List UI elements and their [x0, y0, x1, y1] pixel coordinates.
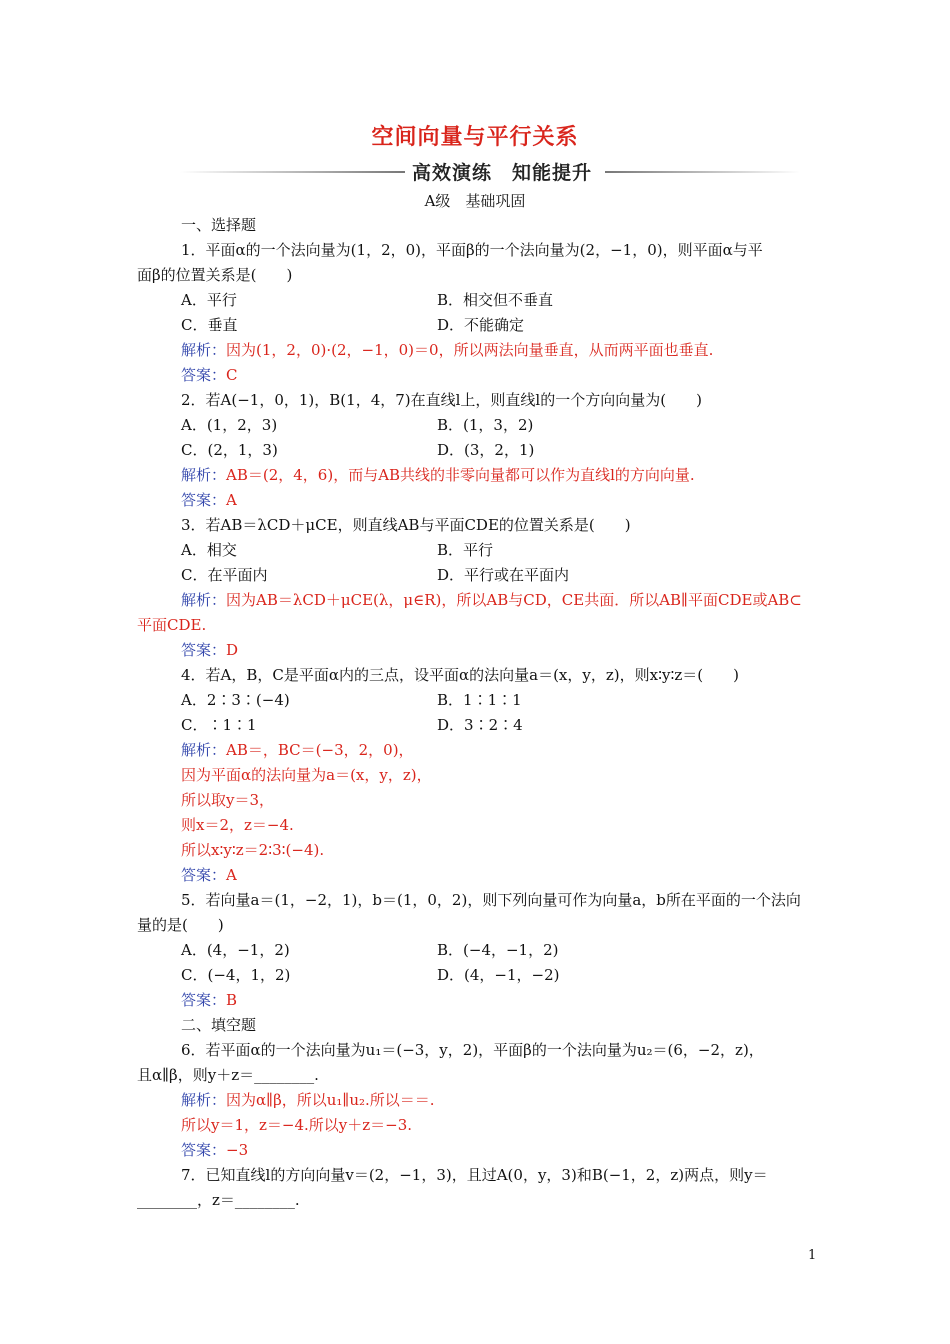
line-text: A	[226, 491, 237, 509]
line-text: 因为(1，2，0)·(2，−1，0)＝0，所以两法向量垂直，从而两平面也垂直.	[226, 341, 714, 359]
option-b: B．1∶1∶1	[437, 691, 522, 709]
line-text: 3．若AB＝λCD＋μCE，则直线AB与平面CDE的位置关系是( )	[181, 516, 631, 534]
option-row	[137, 288, 817, 313]
text-line	[137, 513, 817, 538]
text-line	[137, 838, 817, 863]
banner-rule-right	[605, 171, 800, 173]
option-row	[137, 413, 817, 438]
line-text: 1．平面α的一个法向量为(1，2，0)，平面β的一个法向量为(2，−1，0)，则平面α与平	[181, 241, 763, 259]
option-a: A．(1，2，3)	[181, 416, 278, 434]
option-row	[137, 313, 817, 338]
text-line	[137, 238, 817, 263]
page-number: 1	[808, 1248, 817, 1263]
text-line	[137, 213, 817, 238]
question-content	[137, 213, 817, 1213]
option-b: D．(3，2，1)	[437, 441, 535, 459]
solution-label: 答案：	[181, 866, 227, 884]
line-text: B	[226, 991, 238, 1009]
text-line	[137, 1038, 817, 1063]
option-row	[137, 963, 817, 988]
line-text: ________，z＝________.	[137, 1191, 300, 1209]
line-text: 因为平面α的法向量为a＝(x，y，z)，	[181, 766, 432, 784]
option-a: C．∶1∶1	[181, 716, 257, 734]
line-text: 则x＝2，z＝−4.	[181, 816, 294, 834]
solution-label: 解析：	[181, 1091, 227, 1109]
text-line	[137, 388, 817, 413]
line-text: A	[226, 866, 237, 884]
option-b: D．不能确定	[437, 316, 525, 334]
text-line	[137, 663, 817, 688]
text-line	[137, 813, 817, 838]
option-row	[137, 563, 817, 588]
option-a: C．(2，1，3)	[181, 441, 278, 459]
option-a: A．相交	[181, 541, 237, 559]
section-banner	[180, 158, 800, 186]
line-text: 7．已知直线l的方向向量v＝(2，−1，3)，且过A(0，y，3)和B(−1，2，z)两点，则y＝	[181, 1166, 768, 1184]
line-text: 且α∥β，则y＋z＝________.	[137, 1066, 319, 1084]
option-a: C．在平面内	[181, 566, 268, 584]
line-text: 平面CDE.	[137, 616, 207, 634]
option-a: A．2∶3∶(−4)	[181, 691, 290, 709]
option-row	[137, 938, 817, 963]
solution-line	[137, 488, 817, 513]
option-a: A．(4，−1，2)	[181, 941, 290, 959]
option-b: D．(4，−1，−2)	[437, 966, 560, 984]
text-line	[137, 1063, 817, 1088]
option-b: B．平行	[437, 541, 494, 559]
text-line	[137, 763, 817, 788]
banner-rule-left	[180, 171, 405, 173]
solution-line	[137, 463, 817, 488]
option-a: C．垂直	[181, 316, 238, 334]
line-text: 因为AB＝λCD＋μCE(λ，μ∈R)，所以AB与CD，CE共面．所以AB∥平面CDE或AB⊂	[226, 591, 802, 609]
line-text: 4．若A，B，C是平面α内的三点，设平面α的法向量a＝(x，y，z)，则x∶y∶z＝( )	[181, 666, 739, 684]
line-text: 6．若平面α的一个法向量为u₁＝(−3，y，2)，平面β的一个法向量为u₂＝(6，−2，z)，	[181, 1041, 764, 1059]
solution-line	[137, 638, 817, 663]
line-text: 面β的位置关系是( )	[137, 266, 293, 284]
solution-label: 答案：	[181, 991, 227, 1009]
solution-label: 答案：	[181, 491, 227, 509]
option-b: D．3∶2∶4	[437, 716, 523, 734]
solution-label: 解析：	[181, 741, 227, 759]
solution-line	[137, 1088, 817, 1113]
solution-label: 答案：	[181, 366, 227, 384]
line-text: 所以x∶y∶z＝2∶3∶(−4).	[181, 841, 325, 859]
solution-label: 解析：	[181, 466, 227, 484]
line-text: C	[226, 366, 238, 384]
level-heading: A级 基础巩固	[424, 192, 526, 210]
solution-line	[137, 988, 817, 1013]
option-b: B．相交但不垂直	[437, 291, 554, 309]
option-a: C．(−4，1，2)	[181, 966, 291, 984]
text-line	[137, 263, 817, 288]
solution-label: 答案：	[181, 1141, 227, 1159]
line-text: 2．若A(−1，0，1)，B(1，4，7)在直线l上，则直线l的一个方向向量为( )	[181, 391, 702, 409]
text-line	[137, 1113, 817, 1138]
solution-line	[137, 338, 817, 363]
line-text: 所以y＝1，z＝−4.所以y＋z＝−3.	[181, 1116, 413, 1134]
solution-label: 解析：	[181, 591, 227, 609]
solution-line	[137, 363, 817, 388]
option-row	[137, 688, 817, 713]
line-text: 二、填空题	[181, 1016, 257, 1034]
solution-line	[137, 588, 817, 613]
option-b: B．(1，3，2)	[437, 416, 534, 434]
text-line	[137, 1163, 817, 1188]
line-text: 5．若向量a＝(1，−2，1)，b＝(1，0，2)，则下列向量可作为向量a，b所在平面的一个法向	[181, 891, 801, 909]
text-line	[137, 1013, 817, 1038]
line-text: 一、选择题	[181, 216, 257, 234]
text-line	[137, 1188, 817, 1213]
line-text: −3	[226, 1141, 249, 1159]
page-title: 空间向量与平行关系	[371, 124, 579, 150]
line-text: 量的是( )	[137, 916, 224, 934]
solution-line	[137, 1138, 817, 1163]
line-text: 因为α∥β，所以u₁∥u₂.所以＝＝.	[226, 1091, 435, 1109]
line-text: 所以取y＝3，	[181, 791, 275, 809]
solution-line	[137, 738, 817, 763]
option-row	[137, 713, 817, 738]
solution-label: 解析：	[181, 341, 227, 359]
text-line	[137, 788, 817, 813]
option-b: D．平行或在平面内	[437, 566, 570, 584]
option-a: A．平行	[181, 291, 237, 309]
line-text: D	[226, 641, 239, 659]
option-b: B．(−4，−1，2)	[437, 941, 559, 959]
line-text: AB＝(2，4，6)，而与AB共线的非零向量都可以作为直线l的方向向量.	[226, 466, 695, 484]
text-line	[137, 613, 817, 638]
banner-text: 高效演练 知能提升	[412, 162, 593, 184]
solution-label: 答案：	[181, 641, 227, 659]
text-line	[137, 888, 817, 913]
solution-line	[137, 863, 817, 888]
option-row	[137, 438, 817, 463]
option-row	[137, 538, 817, 563]
line-text: AB＝，BC＝(−3，2，0)，	[226, 741, 414, 759]
text-line	[137, 913, 817, 938]
